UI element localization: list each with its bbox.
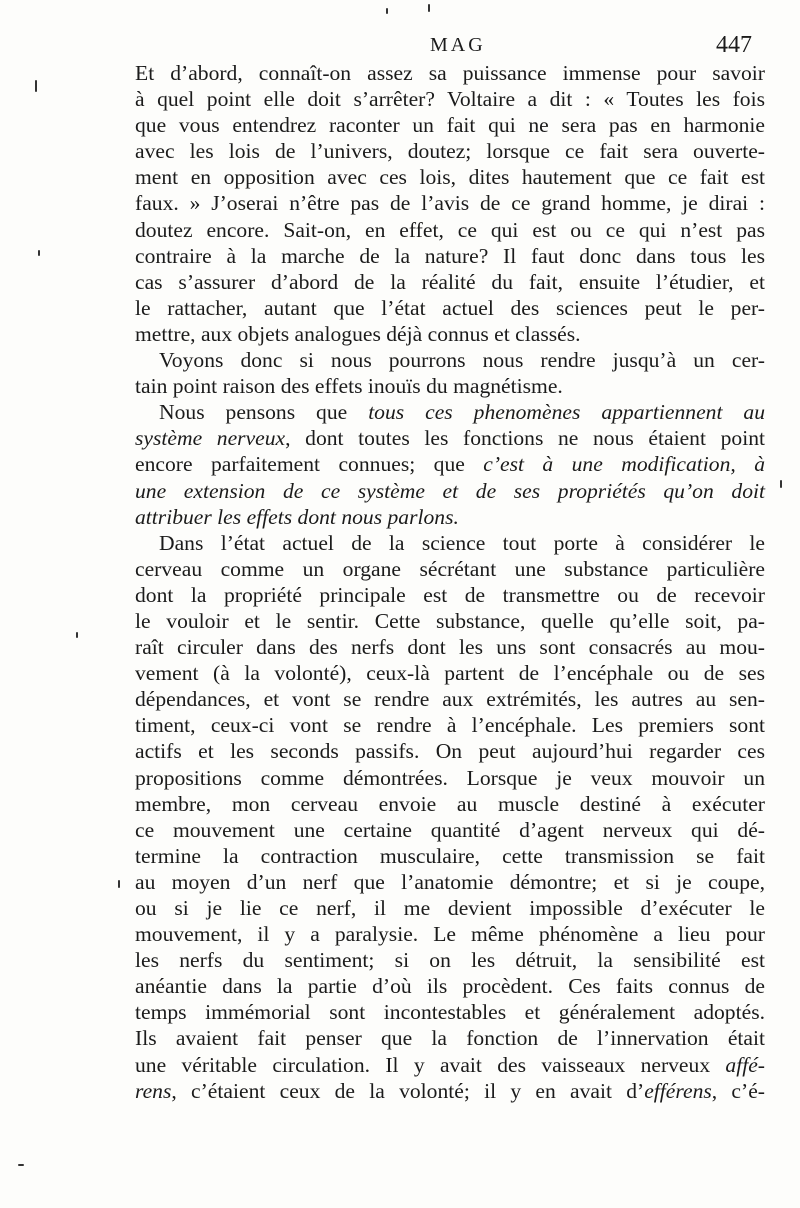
text-line	[135, 660, 765, 686]
text-run: propositions comme démontrées. Lorsque je veux mouvoir un	[135, 765, 765, 790]
text-line	[135, 478, 765, 504]
margin-mark	[386, 8, 388, 14]
text-run: encore parfaitement connues; que	[135, 452, 484, 477]
margin-mark	[118, 880, 120, 888]
text-line	[135, 947, 765, 973]
text-line	[135, 686, 765, 712]
margin-mark	[38, 250, 40, 256]
margin-mark	[76, 632, 78, 638]
text-line	[135, 817, 765, 843]
text-line	[135, 425, 765, 451]
text-line	[135, 738, 765, 764]
text-line	[135, 791, 765, 817]
text-run: Voyons donc si nous pourrons nous rendre jusqu’à un cer-	[159, 348, 765, 373]
text-line	[135, 399, 765, 425]
text-run: , c’étaient ceux de la volonté; il y en avait d’	[171, 1078, 645, 1103]
margin-mark	[428, 4, 430, 12]
text-line	[135, 243, 765, 269]
text-line	[135, 321, 765, 347]
text-run: avec les lois de l’univers, doutez; lorsque ce fait sera ouverte-	[135, 139, 765, 164]
text-run: vement (à la volonté), ceux-là partent de l’encéphale ou de ses	[135, 661, 765, 686]
italic-text: efférens	[644, 1078, 712, 1103]
text-line	[135, 269, 765, 295]
text-line	[135, 634, 765, 660]
text-run: que vous entendrez raconter un fait qui ne sera pas en harmonie	[135, 113, 765, 138]
italic-text: une extension de ce système et de ses propriétés qu’on doit	[135, 478, 765, 503]
text-run: tain point raison des effets inouïs du magnétisme.	[135, 374, 563, 399]
text-run: ment en opposition avec ces lois, dites hautement que ce fait est	[135, 165, 765, 190]
text-run: ce mouvement une certaine quantité d’agent nerveux qui dé-	[135, 817, 765, 842]
text-line	[135, 556, 765, 582]
page-header	[0, 30, 800, 60]
text-line	[135, 1025, 765, 1051]
text-line	[135, 973, 765, 999]
text-line	[135, 60, 765, 86]
text-line	[135, 347, 765, 373]
text-run: Nous pensons que	[159, 400, 369, 425]
text-line	[135, 530, 765, 556]
text-line	[135, 869, 765, 895]
text-run: les nerfs du sentiment; si on les détruit, la sensibilité est	[135, 948, 765, 973]
text-run: ou si je lie ce nerf, il me devient impossible d’exécuter le	[135, 896, 765, 920]
text-line	[135, 843, 765, 869]
text-line	[135, 451, 765, 477]
body-text	[135, 60, 765, 1104]
text-line	[135, 190, 765, 216]
margin-mark	[18, 1164, 24, 1166]
text-run: mettre, aux objets analogues déjà connus et classés.	[135, 321, 581, 346]
text-run: temps immémorial sont incontestables et généralement adoptés.	[135, 1000, 765, 1025]
text-run: , c’é-	[711, 1078, 765, 1103]
margin-mark	[780, 480, 782, 488]
text-run: doutez encore. Sait-on, en effet, ce qui est ou ce qui n’est pas	[135, 217, 765, 242]
text-line	[135, 712, 765, 738]
text-line	[135, 999, 765, 1025]
text-run: le rattacher, autant que l’état actuel des sciences peut le per-	[135, 295, 765, 320]
text-run: anéantie dans la partie d’où ils procèdent. Ces faits connus de	[135, 974, 765, 999]
page-number: 447	[716, 32, 752, 58]
text-line	[135, 921, 765, 947]
text-run: contraire à la marche de la nature? Il faut donc dans tous les	[135, 243, 765, 268]
margin-mark	[35, 80, 37, 92]
text-run: le vouloir et le sentir. Cette substance, quelle qu’elle soit, pa-	[135, 608, 765, 633]
text-run: raît circuler dans des nerfs dont les uns sont consacrés au mou-	[135, 635, 765, 660]
text-line	[135, 582, 765, 608]
text-run: cerveau comme un organe sécrétant une substance particulière	[135, 556, 765, 581]
text-line	[135, 504, 765, 530]
text-run: termine la contraction musculaire, cette transmission se fait	[135, 843, 765, 868]
text-line	[135, 86, 765, 112]
text-line	[135, 112, 765, 138]
text-line	[135, 765, 765, 791]
italic-text: tous ces phenomènes appartiennent au	[368, 400, 766, 425]
text-line	[135, 1052, 765, 1078]
text-line	[135, 295, 765, 321]
text-line	[135, 373, 765, 399]
text-run: , dont toutes les fonctions ne nous étaient point	[285, 426, 765, 451]
text-run: Et d’abord, connaît-on assez sa puissance immense pour savoir	[135, 61, 765, 85]
text-run: timent, ceux-ci vont se rendre à l’encéphale. Les premiers sont	[135, 713, 765, 738]
text-run: faux. » J’oserai n’être pas de l’avis de ce grand homme, je dirai :	[135, 191, 765, 216]
text-line	[135, 1078, 765, 1104]
text-line	[135, 895, 765, 921]
text-run: dépendances, et vont se rendre aux extrémités, les autres au sen-	[135, 687, 765, 712]
text-run: au moyen d’un nerf que l’anatomie démontre; et si je coupe,	[135, 869, 765, 894]
text-run: mouvement, il y a paralysie. Le même phénomène a lieu pour	[135, 922, 765, 947]
text-run: dont la propriété principale est de transmettre ou de recevoir	[135, 582, 765, 607]
text-line	[135, 138, 765, 164]
text-line	[135, 608, 765, 634]
italic-text: rens	[135, 1078, 172, 1103]
text-run: à quel point elle doit s’arrêter? Voltaire a dit : « Toutes les fois	[135, 87, 765, 112]
text-run: membre, mon cerveau envoie au muscle destiné à exécuter	[135, 791, 765, 816]
text-line	[135, 164, 765, 190]
italic-text: système nerveux	[135, 426, 286, 451]
text-run: cas s’assurer d’abord de la réalité du fait, ensuite l’étudier, et	[135, 269, 765, 294]
italic-text: affé-	[725, 1052, 765, 1077]
text-run: actifs et les seconds passifs. On peut aujourd’hui regarder ces	[135, 739, 765, 764]
text-line	[135, 217, 765, 243]
italic-text: c’est à une modification, à	[483, 452, 765, 477]
text-run: Ils avaient fait penser que la fonction de l’innervation était	[135, 1026, 765, 1051]
text-run: Dans l’état actuel de la science tout porte à considérer le	[159, 530, 765, 555]
running-head: MAG	[430, 34, 486, 56]
text-run: une véritable circulation. Il y avait des vaisseaux nerveux	[135, 1052, 726, 1077]
italic-text: attribuer les effets dont nous parlons.	[135, 504, 459, 529]
